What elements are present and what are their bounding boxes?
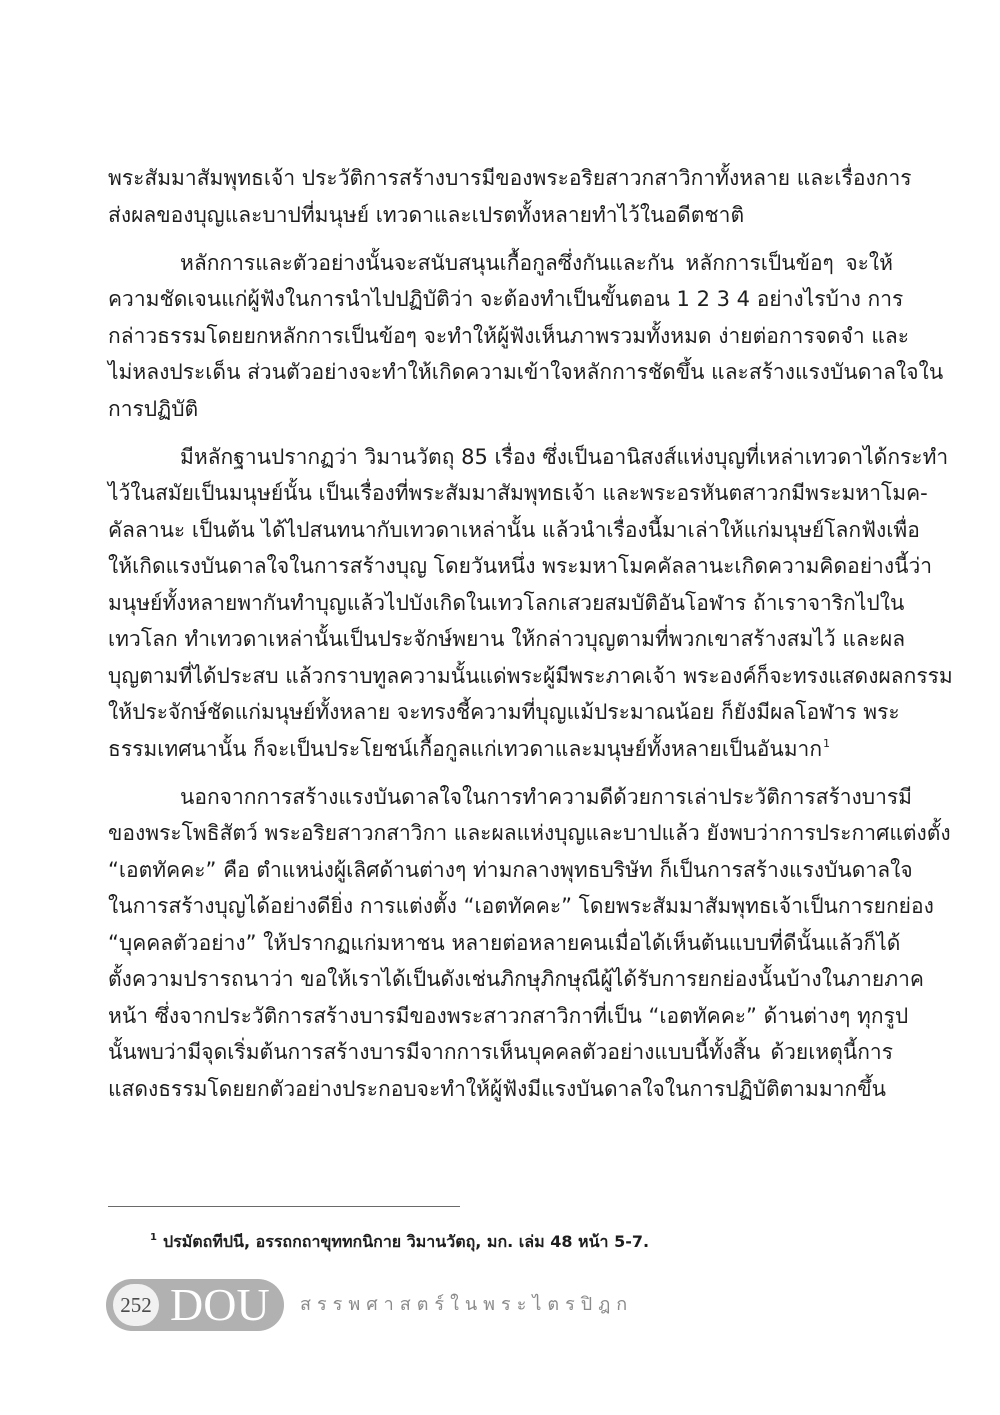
text-line: ของพระโพธิสัตว์ พระอริยสาวกสาวิกา และผลแห่งบุญและบาปแล้ว ยังพบว่าการประกาศแต่งตั้ง <box>108 821 951 845</box>
text-line: ให้เกิดแรงบันดาลใจในการสร้างบุญ โดยวันหนึ่ง พระมหาโมคคัลลานะเกิดความคิดอย่างนี้ว่า <box>108 554 933 578</box>
text-line: พระสัมมาสัมพุทธเจ้า ประวัติการสร้างบารมีของพระอริยสาวกสาวิกาทั้งหลาย และเรื่องการ <box>108 166 912 190</box>
text-line: หน้า ซึ่งจากประวัติการสร้างบารมีของพระสาวกสาวิกาที่เป็น “เอตทัคคะ” ด้านต่างๆ ทุกรูป <box>108 1003 909 1028</box>
text-line: การปฏิบัติ <box>108 396 199 421</box>
text-line: แสดงธรรมโดยยกตัวอย่างประกอบจะทำให้ผู้ฟังมีแรงบันดาลใจในการปฏิบัติตามมากขึ้น <box>108 1076 886 1101</box>
book-title: สรรพศาสตร์ในพระไตรปิฎก <box>300 1294 634 1315</box>
footnote <box>150 1230 649 1255</box>
page-footer-badge <box>106 1279 284 1331</box>
paragraph <box>108 439 953 768</box>
text-line: บุญตามที่ได้ประสบ แล้วกราบทูลความนั้นแด่พระผู้มีพระภาคเจ้า พระองค์ก็จะทรงแสดงผลกรรม <box>108 663 953 688</box>
footnote-text: ปรมัตถทีปนี, อรรถกถาขุททกนิกาย วิมานวัตถุ, มก. เล่ม 48 หน้า 5-7. <box>162 1232 650 1251</box>
text-line: ธรรมเทศนานั้น ก็จะเป็นประโยชน์เกื้อกูลแก่เทวดาและมนุษย์ทั้งหลายเป็นอันมาก <box>108 736 823 761</box>
text-line: ไม่หลงประเด็น ส่วนตัวอย่างจะทำให้เกิดความเข้าใจหลักการชัดขึ้น และสร้างแรงบันดาลใจใน <box>108 360 944 384</box>
paragraph <box>108 245 944 428</box>
text-line: ไว้ในสมัยเป็นมนุษย์นั้น เป็นเรื่องที่พระสัมมาสัมพุทธเจ้า และพระอรหันตสาวกมีพระมหาโมค- <box>108 481 928 505</box>
text-line-with-footnote <box>108 731 893 768</box>
text-line: ความชัดเจนแก่ผู้ฟังในการนำไปปฏิบัติว่า จะต้องทำเป็นขั้นตอน 1 2 3 4 อย่างไรบ้าง การ <box>108 287 904 311</box>
text-line: “เอตทัคคะ” คือ ตำแหน่งผู้เลิศด้านต่างๆ ท่ามกลางพุทธบริษัท ก็เป็นการสร้างแรงบันดาลใจ <box>108 857 913 882</box>
text-line: “บุคคลตัวอย่าง” ให้ปรากฏแก่มหาชน หลายต่อหลายคนเมื่อได้เห็นต้นแบบที่ดีนั้นแล้วก็ได้ <box>108 930 901 955</box>
text-line: ส่งผลของบุญและบาปที่มนุษย์ เทวดาและเปรตทั้งหลายทำไว้ในอดีตชาติ <box>108 202 745 227</box>
text-line: ให้ประจักษ์ชัดแก่มนุษย์ทั้งหลาย จะทรงชี้ความที่บุญแม้ประมาณน้อย ก็ยังมีผลโอฬาร พระ <box>108 700 900 724</box>
text-line: ในการสร้างบุญได้อย่างดียิ่ง การแต่งตั้ง “เอตทัคคะ” โดยพระสัมมาสัมพุทธเจ้าเป็นการยกย่อง <box>108 894 934 918</box>
footnote-divider <box>108 1206 460 1207</box>
text-line: ตั้งความปรารถนาว่า ขอให้เราได้เป็นดังเช่นภิกษุภิกษุณีผู้ได้รับการยกย่องนั้นบ้างในภายภาค <box>108 967 924 991</box>
text-line: มีหลักฐานปรากฏว่า วิมานวัตถุ 85 เรื่อง ซึ่งเป็นอานิสงส์แห่งบุญที่เหล่าเทวดาได้กระทำ <box>180 444 949 469</box>
text-line: นั้นพบว่ามีจุดเริ่มต้นการสร้างบารมีจากการเห็นบุคคลตัวอย่างแบบนี้ทั้งสิ้น ด้วยเหตุนี้การ <box>108 1040 893 1064</box>
footnote-reference: 1 <box>823 736 831 750</box>
text-line: หลักการและตัวอย่างนั้นจะสนับสนุนเกื้อกูลซึ่งกันและกัน หลักการเป็นข้อๆ จะให้ <box>180 250 893 275</box>
text-line: เทวโลก ทำเทวดาเหล่านั้นเป็นประจักษ์พยาน ให้กล่าวบุญตามที่พวกเขาสร้างสมไว้ และผล <box>108 627 906 651</box>
paragraph <box>108 160 912 233</box>
dou-logo: DOU <box>170 1279 270 1330</box>
paragraph <box>108 779 951 1108</box>
footnote-number: 1 <box>150 1232 157 1243</box>
text-line: กล่าวธรรมโดยยกหลักการเป็นข้อๆ จะทำให้ผู้ฟังเห็นภาพรวมทั้งหมด ง่ายต่อการจดจำ และ <box>108 323 910 348</box>
text-line: นอกจากการสร้างแรงบันดาลใจในการทำความดีด้วยการเล่าประวัติการสร้างบารมี <box>180 784 913 809</box>
text-line: คัลลานะ เป็นต้น ได้ไปสนทนากับเทวดาเหล่านั้น แล้วนำเรื่องนี้มาเล่าให้แก่มนุษย์โลกฟังเพื่อ <box>108 517 920 542</box>
text-line: มนุษย์ทั้งหลายพากันทำบุญแล้วไปบังเกิดในเทวโลกเสวยสมบัติอันโอฬาร ถ้าเราจาริกไปใน <box>108 590 905 615</box>
page-number: 252 <box>113 1284 159 1326</box>
body-text <box>108 160 953 1107</box>
